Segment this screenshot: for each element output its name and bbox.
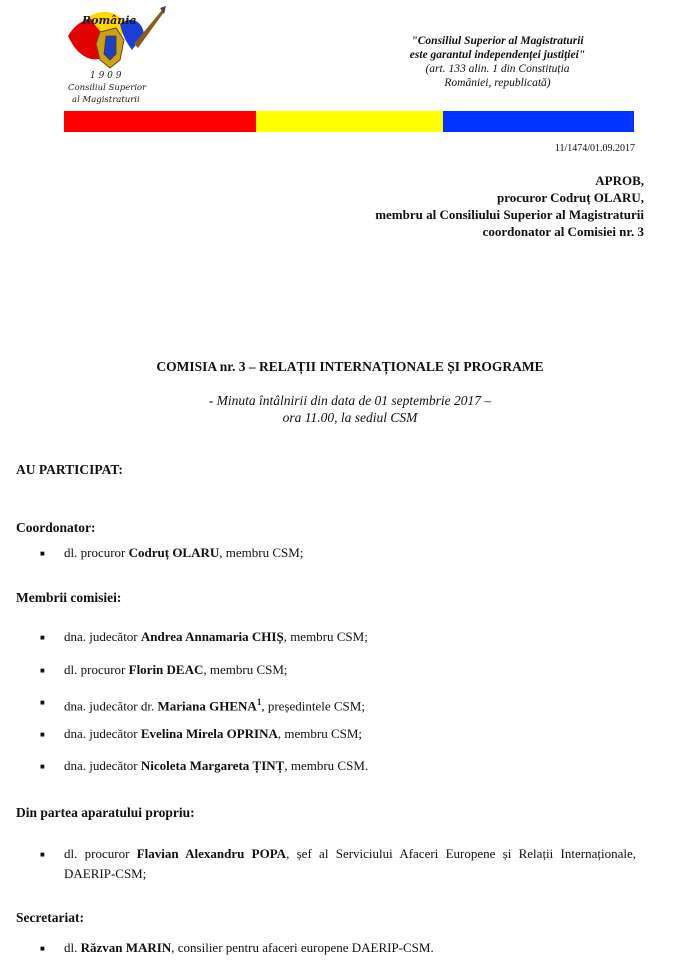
participant-name: Flavian Alexandru POPA: [136, 846, 287, 861]
participant-name: Mariana GHENA: [157, 698, 257, 714]
motto-line4: României, republicată): [444, 77, 551, 89]
subtitle-line2: ora 11.00, la sediul CSM: [282, 410, 418, 425]
flag-yellow-stripe: [256, 111, 443, 132]
participant-name: Florin DEAC: [128, 662, 204, 677]
members-heading: Membrii comisiei:: [16, 590, 122, 605]
approval-line3: membru al Consiliului Superior al Magistraturii: [375, 207, 644, 222]
bullet-icon: ■: [40, 730, 45, 739]
bullet-icon: ■: [40, 944, 45, 953]
csm-emblem-icon: [60, 6, 172, 110]
approval-line1: APROB,: [595, 173, 644, 188]
logo-year: 1 9 0 9: [90, 71, 122, 81]
flag-blue-stripe: [443, 111, 634, 132]
staff-heading: Din partea aparatului propriu:: [16, 805, 195, 820]
approval-block: [375, 172, 644, 240]
list-item: ■ dna. judecător Evelina Mirela OPRINA, membru CSM;: [40, 724, 636, 745]
participant-name: Nicoleta Margareta ȚINȚ: [140, 758, 285, 773]
secretariat-heading: Secretariat:: [16, 910, 84, 925]
bullet-icon: ■: [40, 698, 45, 707]
list-item: ■ dl. procuror Codruț OLARU, membru CSM;: [40, 543, 636, 564]
document-title: COMISIA nr. 3 – RELAȚII INTERNAȚIONALE ȘI PROGRAME: [156, 359, 544, 374]
motto-line1: "Consiliul Superior al Magistraturii: [411, 35, 584, 47]
constitution-motto: [375, 34, 620, 90]
participant-name: Andrea Annamaria CHIȘ: [140, 629, 284, 644]
bullet-icon: ■: [40, 549, 45, 558]
list-item: ■ dna. judecător dr. Mariana GHENA$^1$, președintele CSM;: [40, 692, 636, 716]
registration-number: 11/1474/01.09.2017: [554, 143, 635, 154]
logo-name-line2: al Magistraturii: [72, 95, 140, 105]
approval-line4: coordonator al Comisiei nr. 3: [482, 224, 644, 239]
tricolor-band: [64, 111, 634, 132]
logo-name-line1: Consiliul Superior: [68, 83, 147, 93]
motto-line2: este garantul independenței justiției": [409, 49, 586, 61]
motto-line3: (art. 133 alin. 1 din Constituția: [425, 63, 570, 75]
list-item: ■ dl. procuror Flavian Alexandru POPA, șef al Serviciului Afaceri Europene și Relații Internaționale, DAERIP-CSM;: [40, 844, 636, 884]
participant-name: Codruț OLARU: [128, 545, 220, 560]
approval-line2: procuror Codruț OLARU,: [497, 190, 644, 205]
coordinator-heading: Coordonator:: [16, 520, 96, 535]
participants-heading: AU PARTICIPAT:: [16, 462, 123, 477]
csm-logo: [60, 6, 172, 110]
list-item: ■ dl. procuror Florin DEAC, membru CSM;: [40, 660, 636, 681]
bullet-icon: ■: [40, 633, 45, 642]
subtitle-line1: - Minuta întâlnirii din data de 01 septembrie 2017 –: [208, 393, 492, 408]
footnote-marker[interactable]: 1: [256, 697, 262, 707]
flag-red-stripe: [64, 111, 256, 132]
participant-name: Răzvan MARIN: [80, 940, 172, 955]
document-subtitle: [0, 392, 700, 426]
list-item: ■ dna. judecător Nicoleta Margareta ȚINȚ, membru CSM.: [40, 756, 636, 777]
bullet-icon: ■: [40, 666, 45, 675]
bullet-icon: ■: [40, 850, 45, 859]
bullet-icon: ■: [40, 762, 45, 771]
logo-text-romania: România: [82, 14, 137, 27]
participant-name: Evelina Mirela OPRINA: [140, 726, 278, 741]
list-item: ■ dna. judecător Andrea Annamaria CHIȘ, membru CSM;: [40, 627, 636, 648]
list-item: ■ dl. Răzvan MARIN, consilier pentru afaceri europene DAERIP-CSM.: [40, 938, 636, 959]
